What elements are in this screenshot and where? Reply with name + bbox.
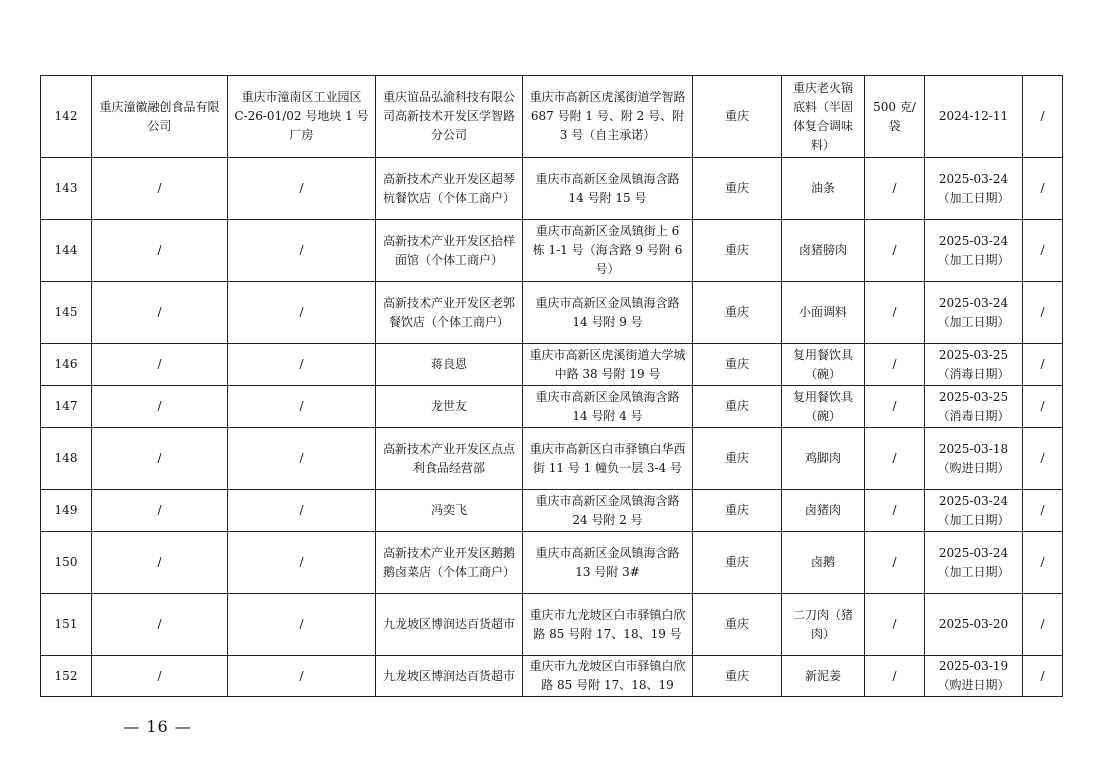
sampled-entity-address-cell: 重庆市高新区金凤镇街上 6 栋 1-1 号（海含路 9 号附 6 号） (523, 220, 693, 282)
food-name-cell: 鸡脚肉 (782, 428, 865, 490)
page-number: — 16 — (123, 717, 192, 736)
production-date-cell: 2025-03-18（购进日期） (925, 428, 1023, 490)
remark-cell: / (1023, 344, 1063, 386)
producer-address-cell: 重庆市潼南区工业园区 C-26-01/02 号地块 1 号厂房 (228, 76, 376, 158)
sampled-entity-address-cell: 重庆市高新区金凤镇海含路 13 号附 3# (523, 532, 693, 594)
producer-address-cell: / (228, 656, 376, 697)
producer-name-cell: / (92, 656, 228, 697)
food-name-cell: 复用餐饮具（碗） (782, 386, 865, 428)
specification-cell: / (865, 428, 925, 490)
producer-name-cell: / (92, 282, 228, 344)
food-name-cell: 卤鹅 (782, 532, 865, 594)
producer-name-cell: / (92, 344, 228, 386)
row-number-cell: 149 (41, 490, 92, 532)
food-name-cell: 小面调料 (782, 282, 865, 344)
sampled-entity-address-cell: 重庆市九龙坡区白市驿镇白欣路 85 号附 17、18、19 (523, 656, 693, 697)
production-date-cell: 2025-03-24（加工日期） (925, 282, 1023, 344)
specification-cell: 500 克/袋 (865, 76, 925, 158)
row-number-cell: 150 (41, 532, 92, 594)
remark-cell: / (1023, 282, 1063, 344)
producer-name-cell: / (92, 490, 228, 532)
food-name-cell: 新泥姜 (782, 656, 865, 697)
table-row (41, 532, 1063, 594)
production-date-cell: 2025-03-19（购进日期） (925, 656, 1023, 697)
remark-cell: / (1023, 532, 1063, 594)
remark-cell: / (1023, 656, 1063, 697)
region-cell: 重庆 (693, 76, 782, 158)
specification-cell: / (865, 158, 925, 220)
producer-name-cell: 重庆潼徽融创食品有限公司 (92, 76, 228, 158)
remark-cell: / (1023, 594, 1063, 656)
row-number-cell: 151 (41, 594, 92, 656)
sampled-entity-address-cell: 重庆市高新区虎溪街道学智路 687 号附 1 号、附 2 号、附 3 号（自主承诺） (523, 76, 693, 158)
sampled-entity-cell: 高新技术产业开发区老郭餐饮店（个体工商户） (376, 282, 523, 344)
sampled-entity-cell: 冯奕飞 (376, 490, 523, 532)
region-cell: 重庆 (693, 344, 782, 386)
row-number-cell: 147 (41, 386, 92, 428)
sampled-entity-cell: 蒋良恩 (376, 344, 523, 386)
sampled-entity-cell: 重庆谊品弘渝科技有限公司高新技术开发区学智路分公司 (376, 76, 523, 158)
production-date-cell: 2025-03-25（消毒日期） (925, 386, 1023, 428)
sampled-entity-cell: 高新技术产业开发区拾样面馆（个体工商户） (376, 220, 523, 282)
specification-cell: / (865, 282, 925, 344)
producer-address-cell: / (228, 344, 376, 386)
region-cell: 重庆 (693, 490, 782, 532)
production-date-cell: 2025-03-24（加工日期） (925, 158, 1023, 220)
row-number-cell: 142 (41, 76, 92, 158)
specification-cell: / (865, 656, 925, 697)
sampled-entity-address-cell: 重庆市九龙坡区白市驿镇白欣路 85 号附 17、18、19 号 (523, 594, 693, 656)
table-row (41, 428, 1063, 490)
table-row (41, 594, 1063, 656)
region-cell: 重庆 (693, 594, 782, 656)
region-cell: 重庆 (693, 220, 782, 282)
production-date-cell: 2025-03-24（加工日期） (925, 220, 1023, 282)
row-number-cell: 145 (41, 282, 92, 344)
sampled-entity-address-cell: 重庆市高新区金凤镇海含路 14 号附 15 号 (523, 158, 693, 220)
specification-cell: / (865, 594, 925, 656)
sampled-entity-cell: 龙世友 (376, 386, 523, 428)
producer-address-cell: / (228, 158, 376, 220)
food-name-cell: 二刀肉（猪肉） (782, 594, 865, 656)
production-date-cell: 2025-03-20 (925, 594, 1023, 656)
production-date-cell: 2025-03-24（加工日期） (925, 532, 1023, 594)
sampled-entity-cell: 高新技术产业开发区点点利食品经营部 (376, 428, 523, 490)
specification-cell: / (865, 344, 925, 386)
table-row (41, 282, 1063, 344)
region-cell: 重庆 (693, 428, 782, 490)
table-row (41, 76, 1063, 158)
food-name-cell: 卤猪膀肉 (782, 220, 865, 282)
table-row (41, 220, 1063, 282)
production-date-cell: 2024-12-11 (925, 76, 1023, 158)
sampled-entity-address-cell: 重庆市高新区金凤镇海含路 24 号附 2 号 (523, 490, 693, 532)
specification-cell: / (865, 220, 925, 282)
remark-cell: / (1023, 220, 1063, 282)
row-number-cell: 143 (41, 158, 92, 220)
remark-cell: / (1023, 158, 1063, 220)
sampled-entity-address-cell: 重庆市高新区虎溪街道大学城中路 38 号附 19 号 (523, 344, 693, 386)
remark-cell: / (1023, 386, 1063, 428)
food-name-cell: 重庆老火锅底料（半固体复合调味料） (782, 76, 865, 158)
sampled-entity-address-cell: 重庆市高新区金凤镇海含路 14 号附 9 号 (523, 282, 693, 344)
producer-name-cell: / (92, 428, 228, 490)
remark-cell: / (1023, 490, 1063, 532)
remark-cell: / (1023, 428, 1063, 490)
region-cell: 重庆 (693, 386, 782, 428)
row-number-cell: 152 (41, 656, 92, 697)
sampled-entity-cell: 高新技术产业开发区鹅鹅鹅卤菜店（个体工商户） (376, 532, 523, 594)
region-cell: 重庆 (693, 656, 782, 697)
sampled-entity-address-cell: 重庆市高新区金凤镇海含路 14 号附 4 号 (523, 386, 693, 428)
table-row (41, 158, 1063, 220)
production-date-cell: 2025-03-25（消毒日期） (925, 344, 1023, 386)
table-row (41, 490, 1063, 532)
sampled-entity-cell: 九龙坡区博润达百货超市 (376, 594, 523, 656)
producer-address-cell: / (228, 386, 376, 428)
producer-name-cell: / (92, 220, 228, 282)
table-body (41, 76, 1063, 697)
row-number-cell: 146 (41, 344, 92, 386)
producer-name-cell: / (92, 594, 228, 656)
producer-address-cell: / (228, 282, 376, 344)
sampled-entity-address-cell: 重庆市高新区白市驿镇白华西街 11 号 1 幢负一层 3-4 号 (523, 428, 693, 490)
producer-address-cell: / (228, 428, 376, 490)
sampling-results-table (40, 75, 1063, 697)
table-row (41, 656, 1063, 697)
specification-cell: / (865, 490, 925, 532)
producer-name-cell: / (92, 158, 228, 220)
specification-cell: / (865, 532, 925, 594)
production-date-cell: 2025-03-24（加工日期） (925, 490, 1023, 532)
food-name-cell: 油条 (782, 158, 865, 220)
producer-address-cell: / (228, 594, 376, 656)
producer-address-cell: / (228, 490, 376, 532)
table-row (41, 386, 1063, 428)
row-number-cell: 144 (41, 220, 92, 282)
producer-name-cell: / (92, 386, 228, 428)
producer-name-cell: / (92, 532, 228, 594)
region-cell: 重庆 (693, 532, 782, 594)
region-cell: 重庆 (693, 158, 782, 220)
region-cell: 重庆 (693, 282, 782, 344)
food-name-cell: 卤猪肉 (782, 490, 865, 532)
remark-cell: / (1023, 76, 1063, 158)
food-name-cell: 复用餐饮具（碗） (782, 344, 865, 386)
producer-address-cell: / (228, 220, 376, 282)
sampled-entity-cell: 高新技术产业开发区超琴杭餐饮店（个体工商户） (376, 158, 523, 220)
specification-cell: / (865, 386, 925, 428)
sampled-entity-cell: 九龙坡区博润达百货超市 (376, 656, 523, 697)
table-row (41, 344, 1063, 386)
row-number-cell: 148 (41, 428, 92, 490)
producer-address-cell: / (228, 532, 376, 594)
